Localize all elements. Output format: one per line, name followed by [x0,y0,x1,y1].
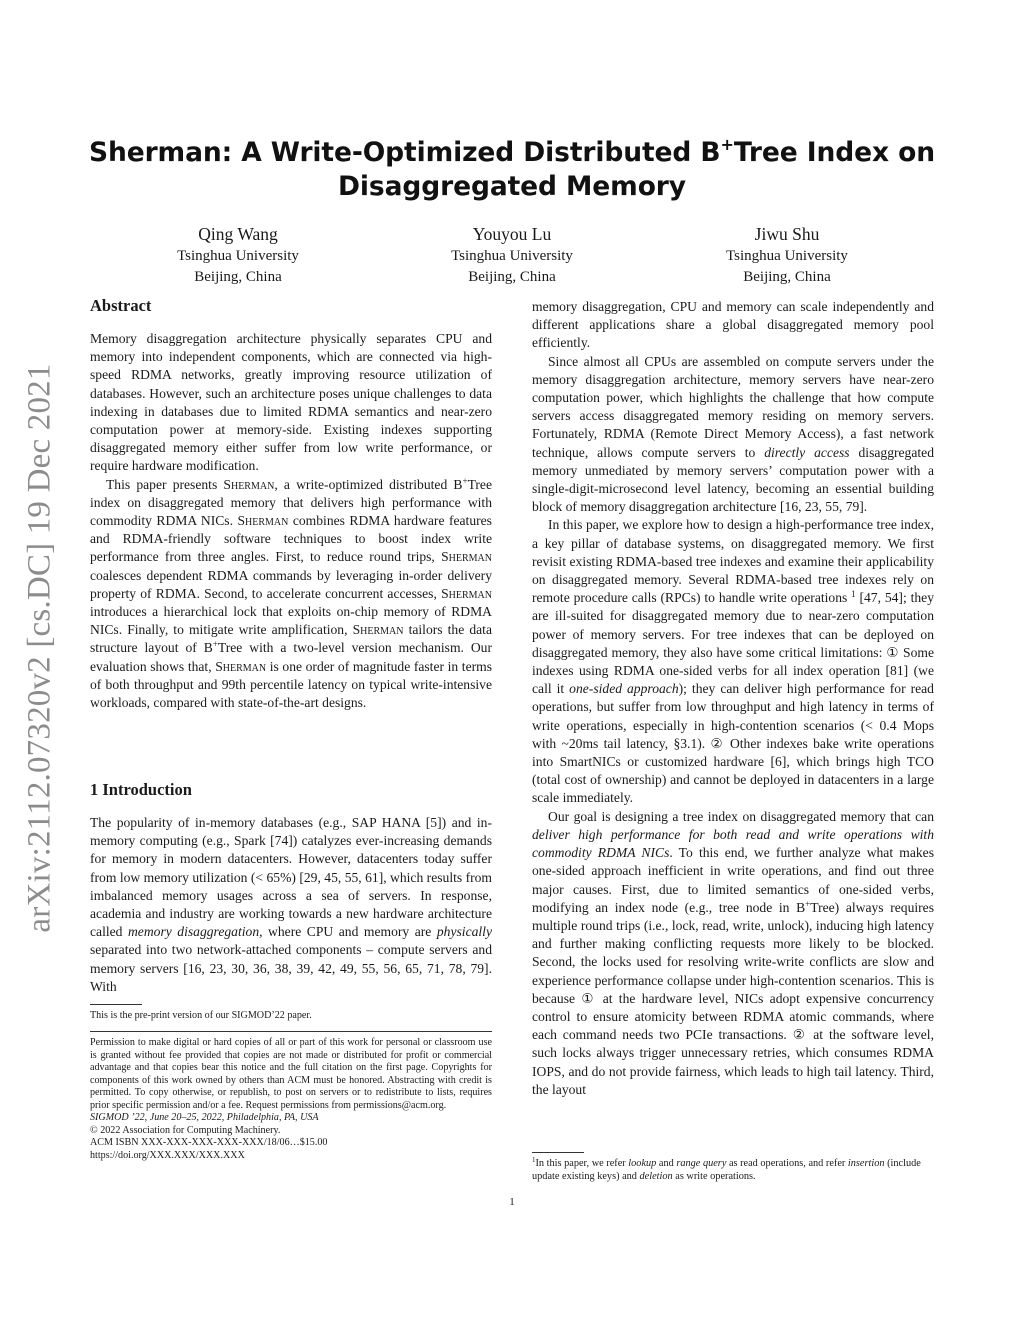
right-column-body [532,298,934,1099]
introduction-body [90,814,492,996]
preprint-note: This is the pre-print version of our SIGMOD’22 paper. [90,1010,312,1021]
page-number: 1 [509,1196,515,1208]
footnote-divider [532,1152,584,1153]
author-name: Youyou Lu [472,224,552,244]
abstract-paragraph: This paper presents Sherman, a write-optimized distributed B+Tree index on disaggregated memory that delivers high performance with commodity RDMA NICs. Sherman combines RDMA hardware features and RDMA-friendly software techniques to boost index write performance from three angles. First, to reduce round trips, Sherman coalesces dependent RDMA commands by leveraging in-order delivery property of RDMA. Second, to accelerate concurrent accesses, Sherman introduces a hierarchical lock that exploits on-chip memory of RDMA NICs. Finally, to mitigate write amplification, Sherman tailors the data structure layout of B+Tree with a two-level version mechanism. Our evaluation shows that, Sherman is one order of magnitude faster in terms of both throughput and 99th percentile latency on typical write-intensive workloads, compared with state-of-the-art designs. [90,475,493,711]
intro-paragraph: The popularity of in-memory databases (e.g., SAP HANA [5]) and in-memory computing (e.g., Spark [74]) catalyzes ever-increasing demands for memory in modern datacenters. However, datacenters today suffer from low memory utilization (< 65%) [29, 45, 55, 61], which results from imbalanced memory usages across a sea of servers. In response, academia and industry are working towards a new hardware architecture called memory disaggregation, where CPU and memory are physically separated into two network-attached components – compute servers and memory servers [16, 23, 30, 36, 38, 39, 42, 49, 55, 56, 65, 71, 78, 79]. With [90,815,492,994]
author-name: Qing Wang [198,224,278,244]
author-block [118,222,358,287]
abstract-paragraph: Memory disaggregation architecture physically separates CPU and memory into independent components, which are connected via high-speed RDMA networks, greatly improving resource utilization of databases. However, such an architecture poses unique challenges to data indexing in databases due to limited RDMA semantics and near-zero computation power at memory-side. Existing indexes supporting disaggregated memory either suffer from low write performance, or require hardware modification. [90,331,492,474]
paper-title: Sherman: A Write-Optimized Distributed B+Tree Index on Disaggregated Memory [88,135,936,202]
author-affiliation: Tsinghua University [726,248,848,264]
footnote: $^1$In this paper, we refer lookup and range query as read operations, and refer insertion (include update existing keys) and deletion as write operations. [532,1156,921,1182]
author-location: Beijing, China [468,268,556,285]
footnote-ref[interactable]: 1 [851,589,856,600]
author-name: Jiwu Shu [754,224,820,244]
author-location: Beijing, China [743,268,831,285]
section-heading-introduction: 1 Introduction [90,780,192,799]
arxiv-stamp: arXiv:2112.07320v2 [cs.DC] 19 Dec 2021 [21,363,58,933]
isbn-line: ACM ISBN XXX-XXX-XXX-XXX-XXX/18/06…$15.00 [90,1137,328,1148]
conference-info: SIGMOD ’22, June 20–25, 2022, Philadelphia, PA, USA [90,1112,319,1123]
author-block [392,222,632,287]
body-paragraph: In this paper, we explore how to design a high-performance tree index, a key pillar of database systems, on disaggregated memory. We first revisit existing RDMA-based tree indexes and examine their applicability on disaggregated memory. Several RDMA-based tree indexes rely on remote procedure calls (RPCs) to handle write operations $^1$ [47, 54]; they are ill-suited for disaggregated memory due to near-zero computation power of memory servers. For tree indexes that can be deployed on disaggregated memory, they also have some critical limitations: ① Some indexes using RDMA one-sided verbs for all index operation [81] (we call it one-sided approach); they can deliver high performance for read operations, but suffer from low throughput and high latency in terms of write operations, especially in high-contention scenarios (< 0.4 Mops with ~20ms tail latency, §3.1). ② Other indexes bake write operations into SmartNICs or customized hardware [6], which brings high TCO (total cost of ownership) and cannot be deployed in datacenters in a large scale immediately. [532,517,934,806]
author-affiliation: Tsinghua University [177,248,299,264]
permission-text: Permission to make digital or hard copies of all or part of this work for personal or classroom use is granted without fee provided that copies are not made or distributed for profit or commercial advantage and that copies bear this notice and the full citation on the first page. Copyrights for components of this work owned by others than ACM must be honored. Abstracting with credit is permitted. To copy otherwise, or republish, to post on servers or to redistribute to lists, requires prior specific permission and/or a fee. Request permissions from permissions@acm.org. [90,1037,492,1111]
body-paragraph: Our goal is designing a tree index on disaggregated memory that can deliver high performance for both read and write operations with commodity RDMA NICs. To this end, we further analyze what makes one-sided approach inefficient in write operations, and find out three major causes. First, due to limited semantics of one-sided verbs, modifying an index node (e.g., tree node in B+Tree) always requires multiple round trips (i.e., lock, read, write, unlock), inducing high latency and further making conflicting requests more likely to be blocked. Second, the locks used for resolving write-write conflicts are slow and experience performance collapse under high-contention scenarios. This is because ① at the hardware level, NICs adopt expensive concurrency control to ensure atomicity between RDMA atomic commands, where each command needs two PCIe transactions. ② at the software level, such locks always trigger unnecessary retries, which consumes RDMA IOPS, and do not provide fairness, which leads to high tail latency. Third, the layout [532,808,934,1097]
body-paragraph: Since almost all CPUs are assembled on compute servers under the memory disaggregation architecture, memory servers have near-zero computation power, which highlights the challenge that how compute servers access disaggregated memory residing on memory servers. Fortunately, RDMA (Remote Direct Memory Access), a fast network technique, allows compute servers to directly access disaggregated memory unmediated by memory servers’ computation power with a single-digit-microsecond level latency, becoming an essential building block of memory disaggregation architecture [16, 23, 55, 79]. [532,353,934,515]
body-paragraph: memory disaggregation, CPU and memory can scale independently and different applications share a global disaggregated memory pool efficiently. [532,299,934,351]
abstract-heading: Abstract [90,296,152,315]
abstract-body [90,330,492,712]
permission-divider [90,1031,492,1032]
copyright-line: © 2022 Association for Computing Machinery. [90,1124,281,1136]
author-block [667,222,907,287]
footnote-divider [90,1004,142,1005]
author-affiliation: Tsinghua University [451,248,573,264]
author-location: Beijing, China [194,268,282,285]
doi-link[interactable]: https://doi.org/XXX.XXX/XXX.XXX [90,1149,245,1161]
permission-block [90,1037,492,1162]
